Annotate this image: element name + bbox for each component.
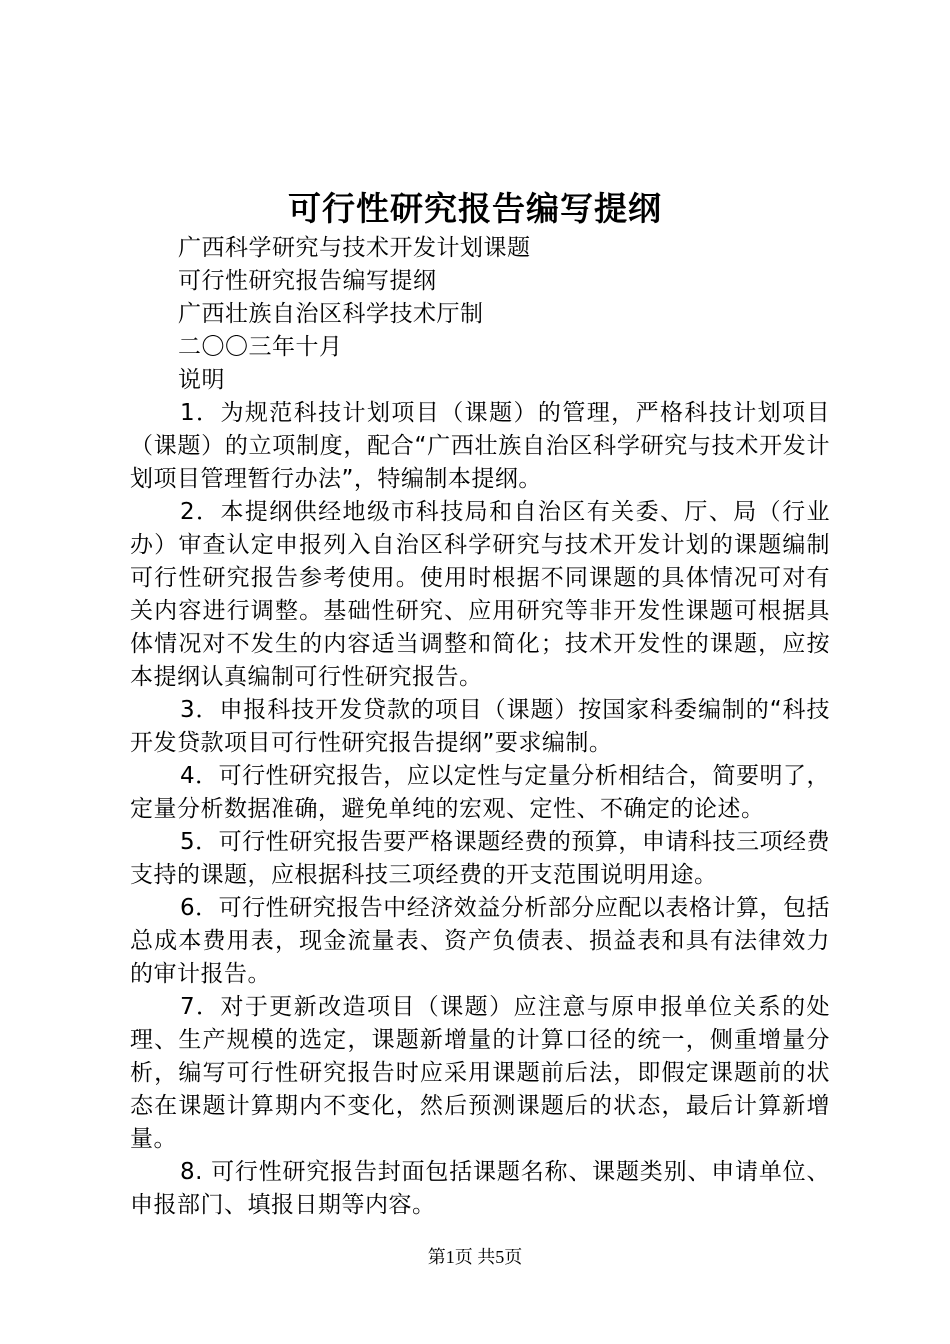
- section-heading-notes: 说明: [178, 367, 225, 393]
- header-line-date: 二〇〇三年十月: [178, 334, 343, 360]
- paragraph-1: 1．为规范科技计划项目（课题）的管理，严格科技计划项目（课题）的立项制度，配合“广西壮族自治区科学研究与技术开发计划项目管理暂行办法”，特编制本提纲。: [130, 400, 830, 492]
- document-title: 可行性研究报告编写提纲: [288, 189, 662, 228]
- header-line-program: 广西科学研究与技术开发计划课题: [178, 235, 531, 261]
- paragraph-7: 7．对于更新改造项目（课题）应注意与原申报单位关系的处理、生产规模的选定，课题新增量的计算口径的统一，侧重增量分析，编写可行性研究报告时应采用课题前后法，即假定课题前的状态在课题计算期内不变化，然后预测课题后的状态，最后计算新增量。: [130, 994, 830, 1152]
- paragraph-5: 5．可行性研究报告要严格课题经费的预算，申请科技三项经费支持的课题，应根据科技三项经费的开支范围说明用途。: [130, 829, 830, 888]
- document-body: [130, 232, 830, 1222]
- header-line-issuer: 广西壮族自治区科学技术厅制: [178, 301, 484, 327]
- paragraph-6: 6．可行性研究报告中经济效益分析部分应配以表格计算，包括总成本费用表，现金流量表、资产负债表、损益表和具有法律效力的审计报告。: [130, 895, 830, 987]
- page-footer: 第1页 共5页: [427, 1247, 523, 1267]
- paragraph-4: 4．可行性研究报告，应以定性与定量分析相结合，简要明了，定量分析数据准确，避免单纯的宏观、定性、不确定的论述。: [130, 763, 830, 822]
- paragraph-8: 8. 可行性研究报告封面包括课题名称、课题类别、申请单位、申报部门、填报日期等内容。: [130, 1159, 830, 1218]
- paragraph-3: 3．申报科技开发贷款的项目（课题）按国家科委编制的“科技开发贷款项目可行性研究报告提纲”要求编制。: [130, 697, 830, 756]
- paragraph-2: 2．本提纲供经地级市科技局和自治区有关委、厅、局（行业办）审查认定申报列入自治区科学研究与技术开发计划的课题编制可行性研究报告参考使用。使用时根据不同课题的具体情况可对有关内容进行调整。基础性研究、应用研究等非开发性课题可根据具体情况对不发生的内容适当调整和简化；技术开发性的课题，应按本提纲认真编制可行性研究报告。: [130, 499, 830, 690]
- header-line-subtitle: 可行性研究报告编写提纲: [178, 268, 437, 294]
